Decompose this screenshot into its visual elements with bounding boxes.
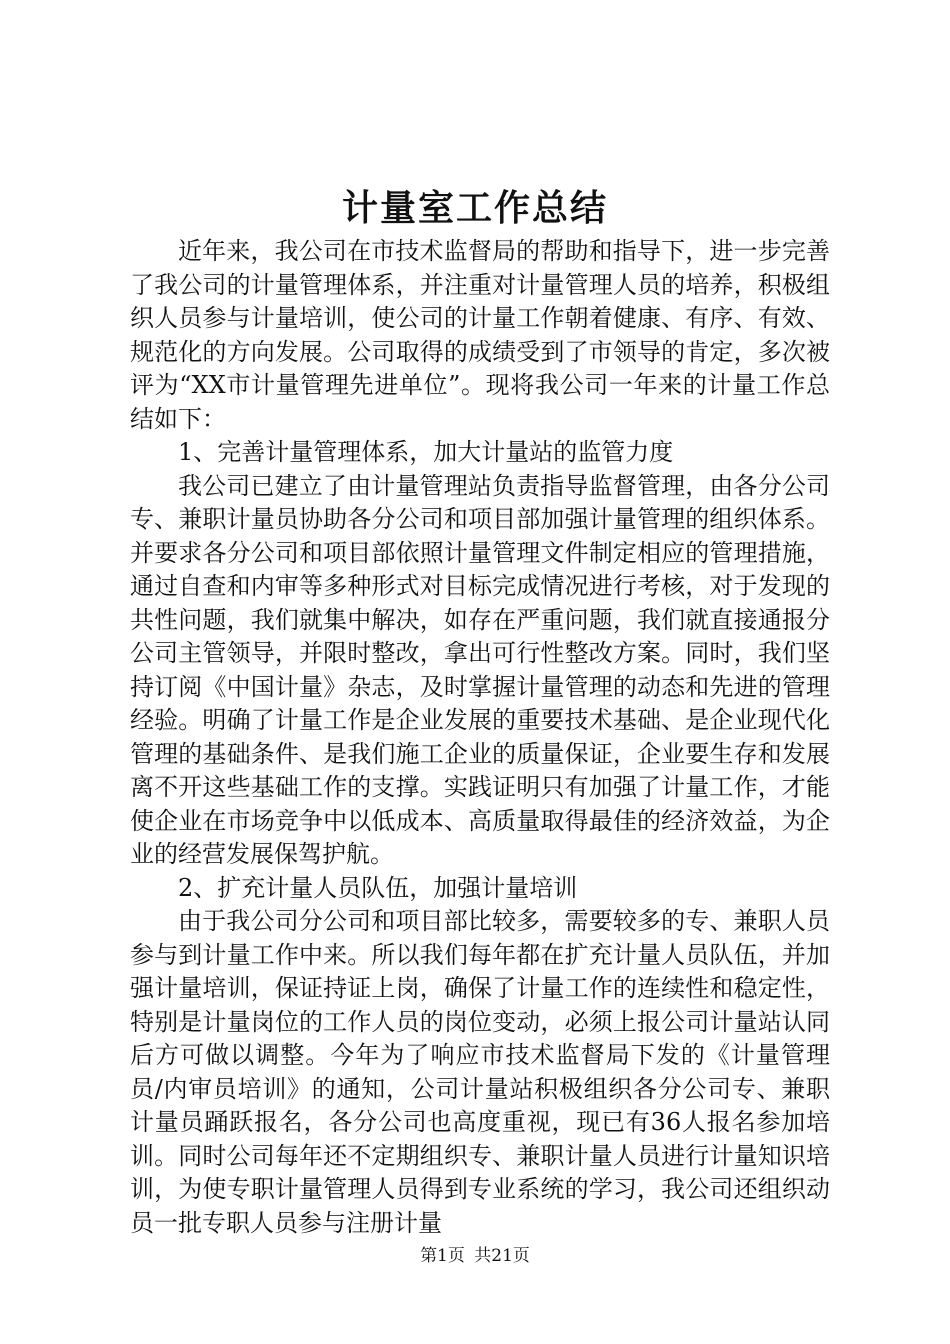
page-number: 第1页	[420, 1246, 465, 1266]
paragraph-intro: 近年来，我公司在市技术监督局的帮助和指导下，进一步完善了我公司的计量管理体系，并注重对计量管理人员的培养，积极组织人员参与计量培训，使公司的计量工作朝着健康、有序、有效、规范化的方向发展。公司取得的成绩受到了市领导的肯定，多次被评为“XX市计量管理先进单位”。现将我公司一年来的计量工作总结如下：	[130, 237, 830, 433]
section-heading-2: 2、扩充计量人员队伍，加强计量培训	[178, 873, 578, 902]
page-footer	[0, 1244, 950, 1268]
paragraph-section-1: 我公司已建立了由计量管理站负责指导监督管理，由各分公司专、兼职计量员协助各分公司和项目部加强计量管理的组织体系。并要求各分公司和项目部依照计量管理文件制定相应的管理措施，通过自查和内审等多种形式对目标完成情况进行考核，对于发现的共性问题，我们就集中解决，如存在严重问题，我们就直接通报分公司主管领导，并限时整改，拿出可行性整改方案。同时，我们坚持订阅《中国计量》杂志，及时掌握计量管理的动态和先进的管理经验。明确了计量工作是企业发展的重要技术基础、是企业现代化管理的基础条件、是我们施工企业的质量保证，企业要生存和发展离不开这些基础工作的支撑。实践证明只有加强了计量工作，才能使企业在市场竞争中以低成本、高质量取得最佳的经济效益，为企业的经营发展保驾护航。	[130, 471, 830, 868]
paragraph-section-2: 由于我公司分公司和项目部比较多，需要较多的专、兼职人员参与到计量工作中来。所以我们每年都在扩充计量人员队伍，并加强计量培训，保证持证上岗，确保了计量工作的连续性和稳定性，特别是计量岗位的工作人员的岗位变动，必须上报公司计量站认同后方可做以调整。今年为了响应市技术监督局下发的《计量管理员/内审员培训》的通知，公司计量站积极组织各分公司专、兼职计量员踊跃报名，各分公司也高度重视，现已有36人报名参加培训。同时公司每年还不定期组织专、兼职计量人员进行计量知识培训，为使专职计量管理人员得到专业系统的学习，我公司还组织动员一批专职人员参与注册计量	[130, 907, 830, 1237]
document-body	[130, 235, 830, 1240]
section-heading-1: 1、完善计量管理体系，加大计量站的监管力度	[178, 438, 674, 466]
page-total: 共21页	[474, 1246, 530, 1266]
document-title: 计量室工作总结	[341, 188, 608, 229]
